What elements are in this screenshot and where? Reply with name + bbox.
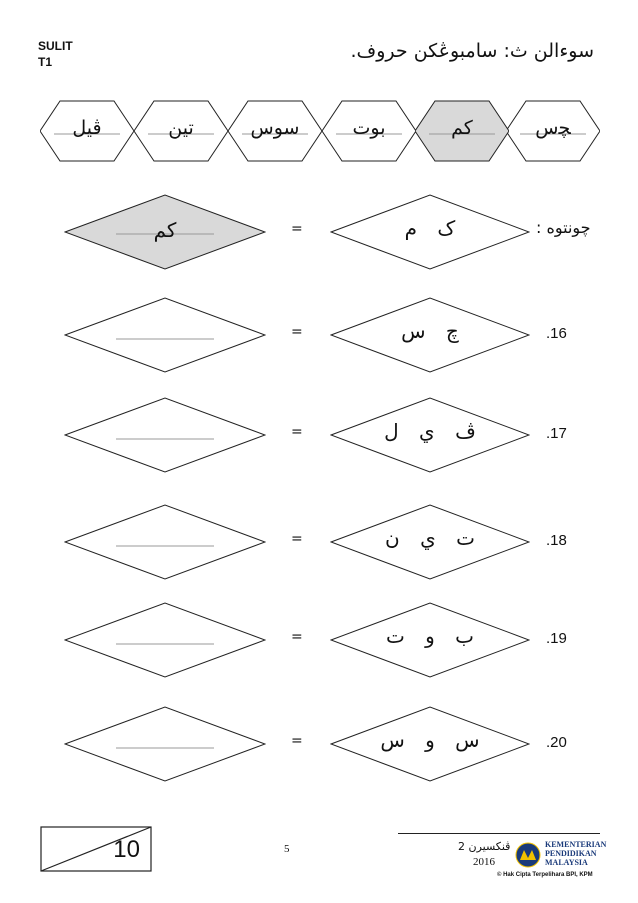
sulit-label: SULIT [38,39,73,53]
question-letters: ب و ت [385,624,475,648]
equals-sign: = [291,531,303,547]
ministry-logo-text: KEMENTERIAN PENDIDIKAN MALAYSIA [545,840,607,867]
word-bank-word: سوس [250,117,300,139]
example-row [0,194,638,270]
level-label: T1 [38,55,53,69]
word-bank-hexagon [134,100,228,162]
score-box [40,826,152,872]
question-number: .20 [546,734,567,751]
word-bank-hexagon [322,100,416,162]
word-bank-word: بوت [352,117,386,139]
footer-divider [398,833,600,834]
question-letters: ڤ ي ل [384,419,476,443]
question-number: .17 [546,425,567,442]
example-letters: ک م [404,216,456,240]
letters-diamond [330,397,530,473]
equals-sign: = [291,324,303,340]
answer-diamond[interactable] [64,602,266,678]
word-bank-word: تين [168,117,194,139]
copyright-notice: © Hak Cipta Terpelihara BPI, KPM [497,872,593,878]
question-letters: چ س [401,319,459,343]
question-row-20 [0,706,638,782]
question-title: سوءالن ث: سامبوڠكن حروف. [350,40,594,62]
equals-sign: = [291,733,303,749]
letters-diamond [330,504,530,580]
word-bank-hexagon [506,100,600,162]
question-number: .16 [546,325,567,342]
word-bank-word: ﭽس [535,117,571,139]
word-bank-hexagon-highlighted [415,100,509,162]
word-bank-word: كم [451,117,473,139]
question-letters: ت ي ن [385,526,475,550]
answer-diamond[interactable] [64,706,266,782]
equals-sign: = [291,221,303,237]
word-bank [40,100,600,162]
answer-diamond[interactable] [64,397,266,473]
example-letters-diamond [330,194,530,270]
letters-diamond [330,297,530,373]
page-number: 5 [284,843,290,855]
question-letters: س و س [380,728,480,752]
question-row-17 [0,397,638,473]
year-label: 2016 [473,856,495,868]
answer-diamond[interactable] [64,297,266,373]
word-bank-word: ڤيل [72,117,102,139]
question-row-18 [0,504,638,580]
equals-sign: = [291,629,303,645]
word-bank-hexagon [228,100,322,162]
answer-diamond[interactable] [64,504,266,580]
question-row-19 [0,602,638,678]
example-label: چونتوه : [536,218,591,237]
example-answer-diamond [64,194,266,270]
total-score: 10 [113,836,140,863]
word-bank-hexagon [40,100,134,162]
equals-sign: = [291,424,303,440]
question-number: .18 [546,532,567,549]
letters-diamond [330,706,530,782]
question-row-16 [0,297,638,373]
example-answer: كم [153,218,177,242]
document-tag [38,38,73,70]
subject-label: ڤنکسيرن 2 [458,840,511,853]
ministry-logo-icon [515,842,541,868]
question-number: .19 [546,630,567,647]
letters-diamond [330,602,530,678]
